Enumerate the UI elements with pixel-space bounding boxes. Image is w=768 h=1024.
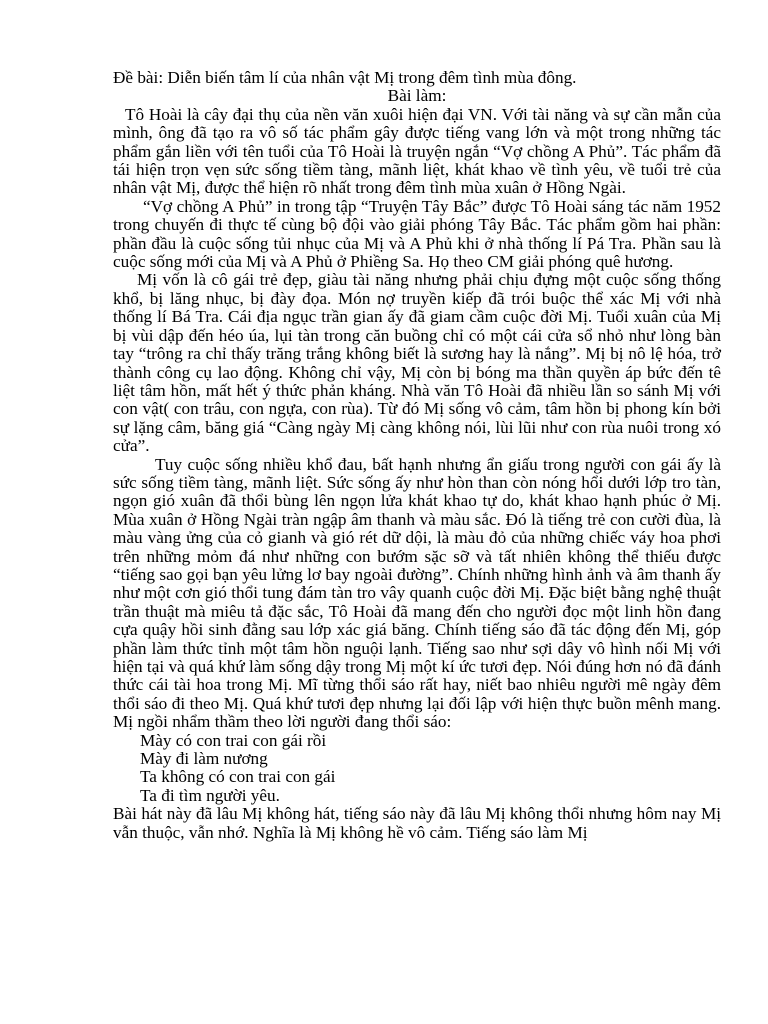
verse-line: Ta đi tìm người yêu. bbox=[140, 785, 280, 805]
paragraph-closing: Bài hát này đã lâu Mị không hát, tiếng sáo này đã lâu Mị không thổi nhưng hôm nay Mị vẫn thuộc, vẫn nhớ. Nghĩa là Mị không hề vô cảm. Tiếng sáo làm Mị bbox=[113, 804, 721, 842]
verse-line: Ta không có con trai con gái bbox=[140, 767, 336, 787]
paragraph-context: “Vợ chồng A Phủ” in trong tập “Truyện Tây Bắc” được Tô Hoài sáng tác năm 1952 trong chuyến đi thực tế cùng bộ đội vào giải phóng Tây Bắc. Tác phẩm gồm hai phần: phần đầu là cuộc sống tủi nhục của Mị và A Phủ khi ở nhà thống lí Pá Tra. Phần sau là cuộc sống mới của Mị và A Phủ ở Phiềng Sa. Họ theo CM giải phóng quê hương. bbox=[113, 196, 721, 272]
paragraph-suffering: Mị vốn là cô gái trẻ đẹp, giàu tài năng nhưng phải chịu đựng một cuộc sống thống khổ, bị lăng nhục, bị đày đọa. Món nợ truyền kiếp đã trói buộc thể xác Mị với nhà thống lí Bá Tra. Cái địa ngục trần gian ấy đã giam cầm cuộc đời Mị. Tuổi xuân của Mị bị vùi dập đến héo úa, lụi tàn trong căn buồng chỉ có một cái cửa sổ nhỏ như lòng bàn tay “trông ra chỉ thấy trăng trắng không biết là sương hay là nắng”. Mị bị nô lệ hóa, trở thành công cụ lao động. Không chỉ vậy, Mị còn bị bóng ma thần quyền áp bức đến tê liệt tâm hồn, mất hết ý thức phản kháng. Nhà văn Tô Hoài đã nhiều lần so sánh Mị với con vật( con trâu, con ngựa, con rùa). Từ đó Mị sống vô cảm, tâm hồn bị phong kín bởi sự lặng câm, băng giá “Càng ngày Mị càng không nói, lùi lũi như con rùa nuôi trong xó cửa”. bbox=[113, 270, 721, 456]
paragraph-intro: Tô Hoài là cây đại thụ của nền văn xuôi hiện đại VN. Với tài năng và sự cần mẫn của mình, ông đã tạo ra vô số tác phẩm gây được tiếng vang lớn và một trong những tác phẩm gắn liền với tên tuổi của Tô Hoài là truyện ngắn “Vợ chồng A Phủ”. Tác phẩm đã tái hiện trọn vẹn sức sống tiềm tàng, mãnh liệt, khát khao về tình yêu, về tuổi trẻ của nhân vật Mị, được thể hiện rõ nhất trong đêm tình mùa xuân ở Hồng Ngài. bbox=[113, 104, 721, 198]
paragraph-vitality: Tuy cuộc sống nhiều khổ đau, bất hạnh nhưng ẩn giấu trong người con gái ấy là sức sống tiềm tàng, mãnh liệt. Sức sống ấy như hòn than còn nóng hổi dưới lớp tro tàn, ngọn gió xuân đã thổi bùng lên ngọn lửa khát khao tự do, khát khao hạnh phúc ở Mị. Mùa xuân ở Hồng Ngài tràn ngập âm thanh và màu sắc. Đó là tiếng trẻ con cười đùa, là màu vàng ửng của cỏ gianh và gió rét dữ dội, là màu đỏ của những chiếc váy hoa phơi trên những mỏm đá như những con bướm sặc sỡ và tất nhiên không thể thiếu được “tiếng sao gọi bạn yêu lửng lơ bay ngoài đường”. Chính những hình ảnh và âm thanh ấy như một cơn gió thổi tung đám tàn tro vây quanh cuộc đời Mị. Đặc biệt bằng nghệ thuật trần thuật mà miêu tả đặc sắc, Tô Hoài đã mang đến cho người đọc một linh hồn đang cựa quậy hồi sinh đằng sau lớp xác giá băng. Chính tiếng sáo đã tác động đến Mị, góp phần làm thức tỉnh một tâm hồn nguội lạnh. Tiếng sao như sợi dây vô hình nối Mị với hiện tại và quá khứ làm sống dậy trong Mị một kí ức tươi đẹp. Nói đúng hơn nó đã đánh thức cái tài hoa trong Mị. Mĩ từng thổi sáo rất hay, niết bao nhiêu người mê ngày đêm thổi sáo đi theo Mị. Quá khứ tươi đẹp nhưng lại đối lập với hiện thực buồn mênh mang. Mị ngồi nhẩm thầm theo lời người đang thổi sáo: bbox=[113, 454, 721, 732]
assignment-title: Đề bài: Diễn biến tâm lí của nhân vật Mị trong đêm tình mùa đông. bbox=[113, 68, 577, 87]
verse-line: Mày có con trai con gái rồi bbox=[140, 730, 327, 750]
essay-heading: Bài làm: bbox=[387, 86, 447, 106]
verse-line: Mày đi làm nương bbox=[140, 749, 268, 769]
document-page bbox=[113, 69, 721, 842]
